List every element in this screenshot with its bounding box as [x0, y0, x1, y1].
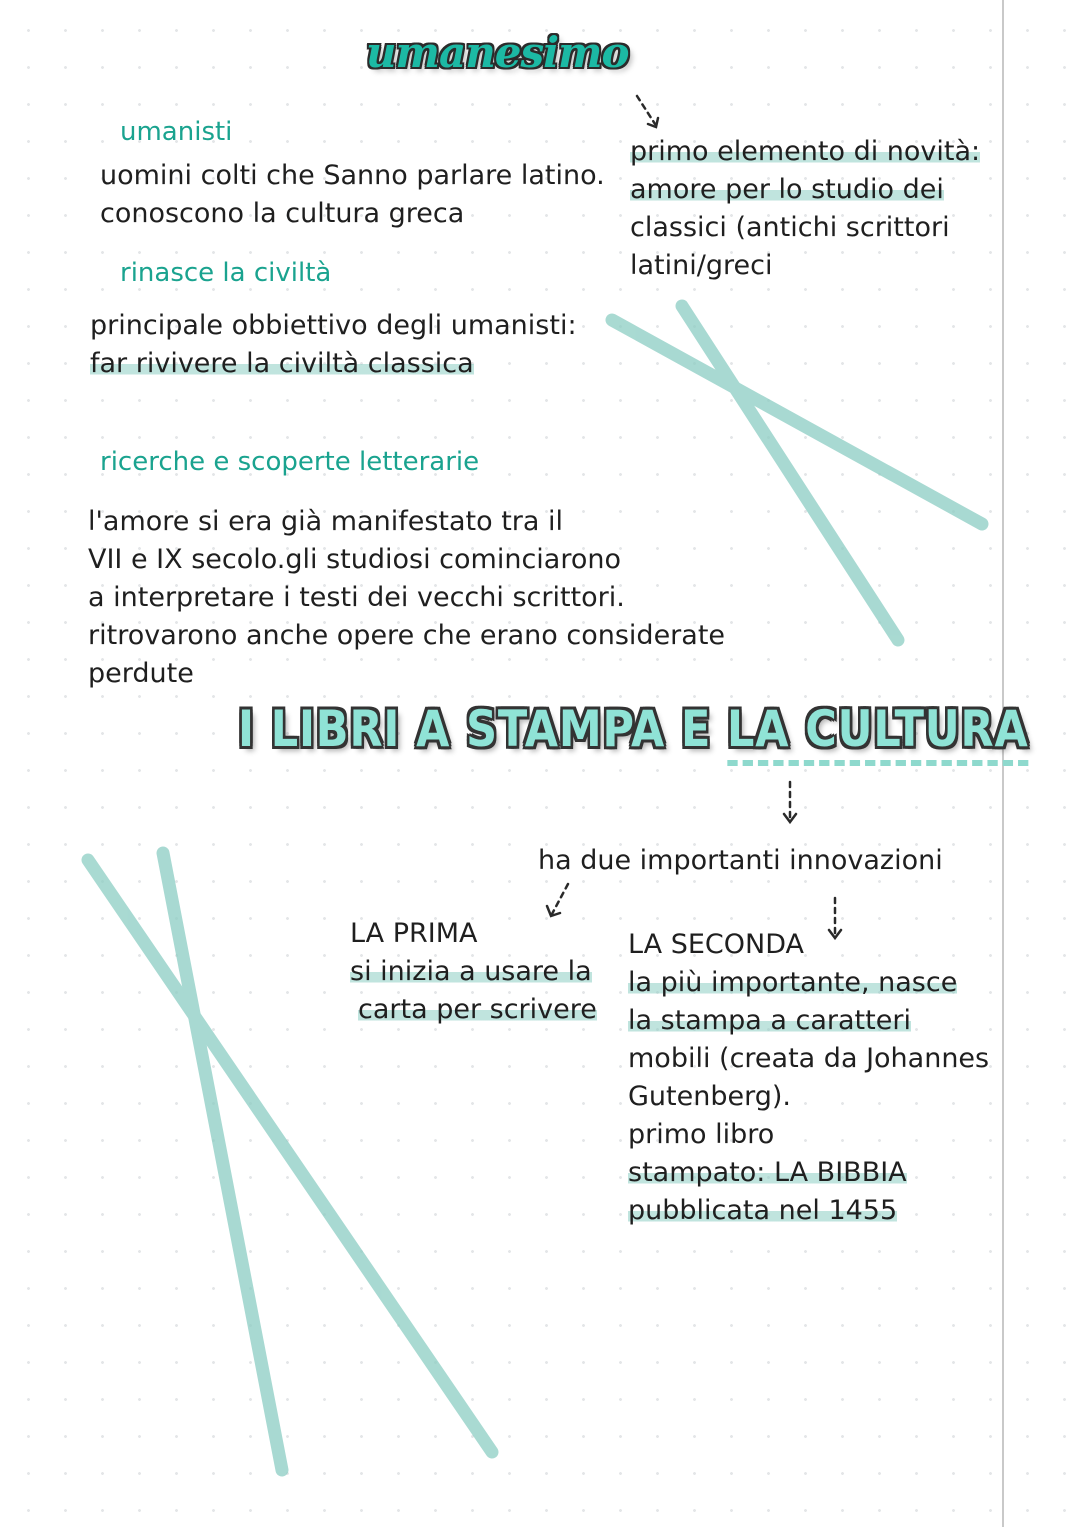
text-line: ritrovarono anche opere che erano considerate	[88, 620, 726, 651]
text-line: amore per lo studio dei	[630, 174, 944, 205]
heading-rinasce: rinasce la civiltà	[120, 258, 332, 288]
text-line: conoscono la cultura greca	[100, 198, 465, 229]
text-line: VII e IX secolo.gli studiosi cominciarono	[88, 544, 622, 575]
prima-title: LA PRIMA	[350, 918, 478, 949]
text-line: uomini colti che Sanno parlare latino.	[100, 160, 605, 191]
arrow-icon	[552, 884, 568, 914]
text-line: stampato: LA BIBBIA	[628, 1157, 907, 1188]
text-line: pubblicata nel 1455	[628, 1195, 898, 1226]
text-line: principale obbiettivo degli umanisti:	[90, 310, 577, 341]
page-title: umanesimo	[366, 28, 629, 77]
text-line: carta per scrivere	[358, 994, 597, 1025]
arrow-icon	[637, 96, 655, 124]
section-title-underlined: LA CULTURA	[727, 700, 1029, 766]
strike-line	[163, 853, 282, 1470]
text-line: mobili (creata da Johannes	[628, 1043, 990, 1074]
strike-line	[88, 860, 492, 1452]
innovazioni-text: ha due importanti innovazioni	[538, 845, 943, 876]
text-line: latini/greci	[630, 250, 773, 281]
heading-ricerche: ricerche e scoperte letterarie	[100, 447, 480, 477]
seconda-title: LA SECONDA	[628, 929, 805, 960]
text-line: l'amore si era già manifestato tra il	[88, 506, 564, 537]
strike-line	[682, 306, 898, 640]
text-line: Gutenberg).	[628, 1081, 791, 1112]
text-line: si inizia a usare la	[350, 956, 592, 987]
text-line: primo elemento di novità:	[630, 136, 981, 167]
text-line: perdute	[88, 658, 194, 689]
text-line: a interpretare i testi dei vecchi scrittori.	[88, 582, 625, 613]
text-line: la più importante, nasce	[628, 967, 958, 998]
text-line: far rivivere la civiltà classica	[90, 348, 474, 379]
text-line: classici (antichi scrittori	[630, 212, 950, 243]
section-title-part: I LIBRI A STAMPA E	[238, 700, 728, 758]
text-line: la stampa a caratteri	[628, 1005, 911, 1036]
text-line: primo libro	[628, 1119, 775, 1150]
heading-umanisti: umanisti	[120, 117, 233, 147]
